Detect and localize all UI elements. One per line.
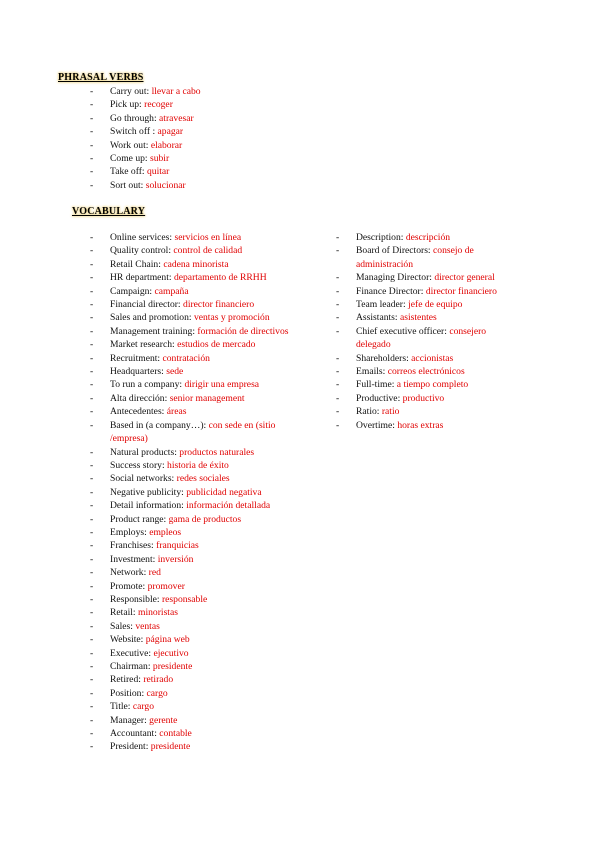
list-item bbox=[90, 513, 290, 526]
translation: responsable bbox=[161, 593, 208, 605]
list-item bbox=[336, 392, 516, 405]
bullet-dash: - bbox=[90, 139, 94, 151]
bullet-dash: - bbox=[90, 553, 94, 565]
translation: gerente bbox=[149, 714, 178, 726]
term: Network: bbox=[110, 567, 147, 579]
list-item bbox=[336, 311, 516, 324]
bullet-dash: - bbox=[90, 166, 94, 178]
bullet-dash: - bbox=[90, 634, 94, 646]
term: Retired: bbox=[110, 674, 141, 686]
list-item bbox=[90, 165, 290, 178]
term: Detail information: bbox=[110, 500, 184, 512]
translation: llevar a cabo bbox=[151, 86, 201, 97]
translation: empleos bbox=[149, 526, 182, 538]
translation: jefe de equipo bbox=[408, 299, 463, 311]
translation: productivo bbox=[402, 392, 445, 404]
translation: cadena minorista bbox=[163, 258, 229, 270]
translation: quitar bbox=[147, 166, 170, 178]
term: Chairman: bbox=[110, 661, 151, 672]
bullet-dash: - bbox=[90, 607, 94, 619]
list-item bbox=[90, 231, 290, 244]
bullet-dash: - bbox=[90, 620, 94, 632]
translation: campaña bbox=[154, 285, 189, 297]
translation: estudios de mercado bbox=[177, 339, 256, 351]
bullet-dash: - bbox=[336, 366, 340, 378]
term: Team leader: bbox=[356, 299, 406, 311]
translation: promover bbox=[147, 580, 185, 592]
list-item bbox=[90, 673, 290, 686]
translation: horas extras bbox=[397, 419, 444, 431]
bullet-dash: - bbox=[90, 647, 94, 659]
list-item bbox=[90, 580, 290, 593]
list-item bbox=[90, 285, 290, 298]
term: Switch off : bbox=[110, 126, 156, 138]
translation: a tiempo completo bbox=[396, 379, 469, 391]
translation: servicios en línea bbox=[174, 232, 242, 243]
vocabulary-list-left bbox=[90, 231, 290, 754]
translation: recoger bbox=[144, 99, 173, 111]
term: Productive: bbox=[356, 392, 401, 404]
term: Antecedentes: bbox=[110, 406, 165, 418]
translation: publicidad negativa bbox=[186, 486, 262, 498]
term: Take off: bbox=[110, 166, 145, 178]
term: Overtime: bbox=[356, 419, 395, 431]
bullet-dash: - bbox=[90, 232, 94, 243]
term: Assistants: bbox=[356, 312, 398, 324]
list-item bbox=[90, 419, 290, 446]
list-item bbox=[336, 325, 516, 352]
bullet-dash: - bbox=[90, 580, 94, 592]
term: Sort out: bbox=[110, 179, 144, 191]
term: Accountant: bbox=[110, 728, 157, 740]
term: Recruitment: bbox=[110, 352, 161, 364]
term: Full-time: bbox=[356, 379, 395, 391]
bullet-dash: - bbox=[90, 339, 94, 351]
list-item bbox=[90, 486, 290, 499]
list-item bbox=[336, 365, 516, 378]
bullet-dash: - bbox=[90, 258, 94, 270]
term: Retail: bbox=[110, 607, 136, 619]
list-item bbox=[90, 539, 290, 552]
bullet-dash: - bbox=[336, 285, 340, 297]
translation: página web bbox=[145, 634, 190, 646]
list-item bbox=[336, 271, 516, 284]
list-item bbox=[90, 714, 290, 727]
translation: dirigir una empresa bbox=[184, 379, 260, 391]
translation: presidente bbox=[152, 661, 193, 672]
term: Campaign: bbox=[110, 285, 153, 297]
bullet-dash: - bbox=[90, 352, 94, 364]
term: Headquarters: bbox=[110, 366, 164, 378]
translation: ventas bbox=[135, 620, 160, 632]
list-item bbox=[90, 446, 290, 459]
term: Alta dirección: bbox=[110, 392, 168, 404]
bullet-dash: - bbox=[90, 419, 94, 431]
bullet-dash: - bbox=[336, 352, 340, 364]
translation: contratación bbox=[162, 352, 210, 364]
term: Management training: bbox=[110, 325, 195, 337]
translation: red bbox=[148, 567, 161, 579]
list-item bbox=[90, 526, 290, 539]
list-item bbox=[336, 298, 516, 311]
bullet-dash: - bbox=[90, 687, 94, 699]
bullet-dash: - bbox=[90, 473, 94, 485]
list-item bbox=[336, 405, 516, 418]
term: HR department: bbox=[110, 272, 172, 284]
translation: solucionar bbox=[145, 179, 186, 191]
bullet-dash: - bbox=[336, 312, 340, 324]
translation: inversión bbox=[157, 553, 194, 565]
term: Investment: bbox=[110, 553, 156, 565]
translation: redes sociales bbox=[176, 473, 230, 485]
bullet-dash: - bbox=[90, 728, 94, 740]
list-item bbox=[90, 392, 290, 405]
list-item bbox=[90, 459, 290, 472]
term: Website: bbox=[110, 634, 144, 646]
translation: ventas y promoción bbox=[193, 312, 270, 324]
translation: información detallada bbox=[186, 500, 271, 512]
term: Online services: bbox=[110, 232, 173, 243]
term: Board of Directors: bbox=[356, 245, 431, 257]
translation: apagar bbox=[157, 126, 184, 138]
phrasal-verbs-heading: PHRASAL VERBS bbox=[58, 72, 144, 83]
term: Pick up: bbox=[110, 99, 142, 111]
bullet-dash: - bbox=[336, 392, 340, 404]
term: Managing Director: bbox=[356, 272, 432, 284]
bullet-dash: - bbox=[90, 500, 94, 512]
translation: franquicias bbox=[156, 540, 199, 552]
list-item bbox=[90, 311, 290, 324]
bullet-dash: - bbox=[90, 486, 94, 498]
translation: formación de directivos bbox=[197, 325, 289, 337]
vocabulary-list-right bbox=[336, 231, 516, 432]
bullet-dash: - bbox=[90, 153, 94, 165]
bullet-dash: - bbox=[90, 86, 94, 97]
list-item bbox=[90, 378, 290, 391]
list-item bbox=[90, 338, 290, 351]
term: Title: bbox=[110, 701, 131, 713]
list-item bbox=[90, 660, 290, 673]
list-item bbox=[90, 298, 290, 311]
translation: sede bbox=[166, 366, 184, 378]
term: Come up: bbox=[110, 153, 148, 165]
term: Manager: bbox=[110, 714, 147, 726]
translation: con sede en (sitio /empresa) bbox=[110, 419, 276, 445]
bullet-dash: - bbox=[90, 379, 94, 391]
bullet-dash: - bbox=[90, 701, 94, 713]
bullet-dash: - bbox=[90, 272, 94, 284]
bullet-dash: - bbox=[90, 741, 94, 753]
translation: subir bbox=[149, 153, 170, 165]
term: Social networks: bbox=[110, 473, 175, 485]
list-item bbox=[90, 179, 290, 192]
bullet-dash: - bbox=[90, 593, 94, 605]
term: Ratio: bbox=[356, 406, 380, 418]
translation: historia de éxito bbox=[167, 459, 229, 471]
list-item bbox=[90, 325, 290, 338]
list-item bbox=[90, 352, 290, 365]
list-item bbox=[336, 244, 516, 271]
list-item bbox=[336, 285, 516, 298]
list-item bbox=[90, 85, 290, 98]
list-item bbox=[90, 258, 290, 271]
list-item bbox=[90, 593, 290, 606]
term: Executive: bbox=[110, 647, 152, 659]
bullet-dash: - bbox=[90, 392, 94, 404]
bullet-dash: - bbox=[336, 419, 340, 431]
translation: director general bbox=[434, 272, 495, 284]
translation: minoristas bbox=[137, 607, 178, 619]
term: Chief executive officer: bbox=[356, 325, 447, 337]
translation: cargo bbox=[146, 687, 168, 699]
bullet-dash: - bbox=[90, 126, 94, 138]
list-item bbox=[90, 553, 290, 566]
list-item bbox=[90, 405, 290, 418]
bullet-dash: - bbox=[90, 99, 94, 111]
translation: accionistas bbox=[411, 352, 454, 364]
bullet-dash: - bbox=[336, 406, 340, 418]
term: Franchises: bbox=[110, 540, 154, 552]
list-item bbox=[90, 152, 290, 165]
translation: correos electrónicos bbox=[387, 366, 465, 378]
bullet-dash: - bbox=[90, 325, 94, 337]
term: Finance Director: bbox=[356, 285, 424, 297]
term: Emails: bbox=[356, 366, 386, 378]
list-item bbox=[90, 620, 290, 633]
list-item bbox=[90, 98, 290, 111]
term: Retail Chain: bbox=[110, 258, 161, 270]
bullet-dash: - bbox=[336, 325, 340, 337]
bullet-dash: - bbox=[90, 540, 94, 552]
term: Market research: bbox=[110, 339, 175, 351]
term: Promote: bbox=[110, 580, 146, 592]
translation: gama de productos bbox=[168, 513, 242, 525]
bullet-dash: - bbox=[90, 366, 94, 378]
vocabulary-heading: VOCABULARY bbox=[72, 206, 146, 217]
bullet-dash: - bbox=[90, 312, 94, 324]
bullet-dash: - bbox=[336, 245, 340, 257]
translation: asistentes bbox=[400, 312, 437, 324]
list-item bbox=[90, 566, 290, 579]
translation: senior management bbox=[169, 392, 245, 404]
term: Carry out: bbox=[110, 86, 150, 97]
term: Go through: bbox=[110, 112, 157, 124]
translation: director financiero bbox=[183, 299, 255, 311]
translation: ejecutivo bbox=[153, 647, 189, 659]
list-item bbox=[90, 727, 290, 740]
list-item bbox=[90, 687, 290, 700]
bullet-dash: - bbox=[90, 406, 94, 418]
translation: productos naturales bbox=[179, 446, 255, 458]
bullet-dash: - bbox=[336, 272, 340, 284]
bullet-dash: - bbox=[90, 513, 94, 525]
bullet-dash: - bbox=[90, 526, 94, 538]
bullet-dash: - bbox=[336, 232, 340, 243]
translation: atravesar bbox=[159, 112, 194, 124]
term: Product range: bbox=[110, 513, 167, 525]
term: Responsible: bbox=[110, 593, 160, 605]
term: To run a company: bbox=[110, 379, 183, 391]
bullet-dash: - bbox=[90, 446, 94, 458]
term: Negative publicity: bbox=[110, 486, 184, 498]
term: Based in (a company…): bbox=[110, 419, 207, 431]
translation: director financiero bbox=[425, 285, 497, 297]
bullet-dash: - bbox=[90, 245, 94, 257]
translation: control de calidad bbox=[173, 245, 243, 257]
translation: áreas bbox=[166, 406, 187, 418]
term: Sales and promotion: bbox=[110, 312, 192, 324]
translation: elaborar bbox=[150, 139, 183, 151]
bullet-dash: - bbox=[90, 661, 94, 672]
list-item bbox=[90, 472, 290, 485]
bullet-dash: - bbox=[90, 179, 94, 191]
list-item bbox=[90, 499, 290, 512]
term: Work out: bbox=[110, 139, 149, 151]
bullet-dash: - bbox=[336, 379, 340, 391]
term: Shareholders: bbox=[356, 352, 409, 364]
list-item bbox=[90, 740, 290, 753]
term: Quality control: bbox=[110, 245, 172, 257]
term: Description: bbox=[356, 232, 404, 243]
bullet-dash: - bbox=[90, 112, 94, 124]
translation: contable bbox=[159, 728, 192, 740]
list-item bbox=[90, 271, 290, 284]
translation: presidente bbox=[150, 741, 191, 753]
bullet-dash: - bbox=[336, 299, 340, 311]
list-item bbox=[336, 352, 516, 365]
translation: ratio bbox=[381, 406, 400, 418]
term: Employs: bbox=[110, 526, 147, 538]
translation: departamento de RRHH bbox=[173, 272, 267, 284]
term: Sales: bbox=[110, 620, 133, 632]
list-item bbox=[90, 647, 290, 660]
translation: descripción bbox=[405, 232, 451, 243]
term: Position: bbox=[110, 687, 145, 699]
term: Financial director: bbox=[110, 299, 181, 311]
translation: cargo bbox=[132, 701, 154, 713]
list-item bbox=[90, 633, 290, 646]
list-item bbox=[90, 112, 290, 125]
list-item bbox=[90, 700, 290, 713]
list-item bbox=[336, 231, 516, 244]
translation: consejero delegado bbox=[356, 325, 487, 351]
list-item bbox=[90, 244, 290, 257]
bullet-dash: - bbox=[90, 299, 94, 311]
bullet-dash: - bbox=[90, 714, 94, 726]
term: President: bbox=[110, 741, 149, 753]
bullet-dash: - bbox=[90, 459, 94, 471]
translation: consejo de administración bbox=[356, 245, 474, 270]
phrasal-verbs-list bbox=[90, 85, 290, 192]
term: Natural products: bbox=[110, 446, 177, 458]
bullet-dash: - bbox=[90, 674, 94, 686]
bullet-dash: - bbox=[90, 567, 94, 579]
list-item bbox=[90, 365, 290, 378]
list-item bbox=[90, 125, 290, 138]
list-item bbox=[336, 419, 516, 432]
list-item bbox=[336, 378, 516, 391]
list-item bbox=[90, 139, 290, 152]
term: Success story: bbox=[110, 459, 165, 471]
translation: retirado bbox=[143, 674, 174, 686]
bullet-dash: - bbox=[90, 285, 94, 297]
list-item bbox=[90, 606, 290, 619]
